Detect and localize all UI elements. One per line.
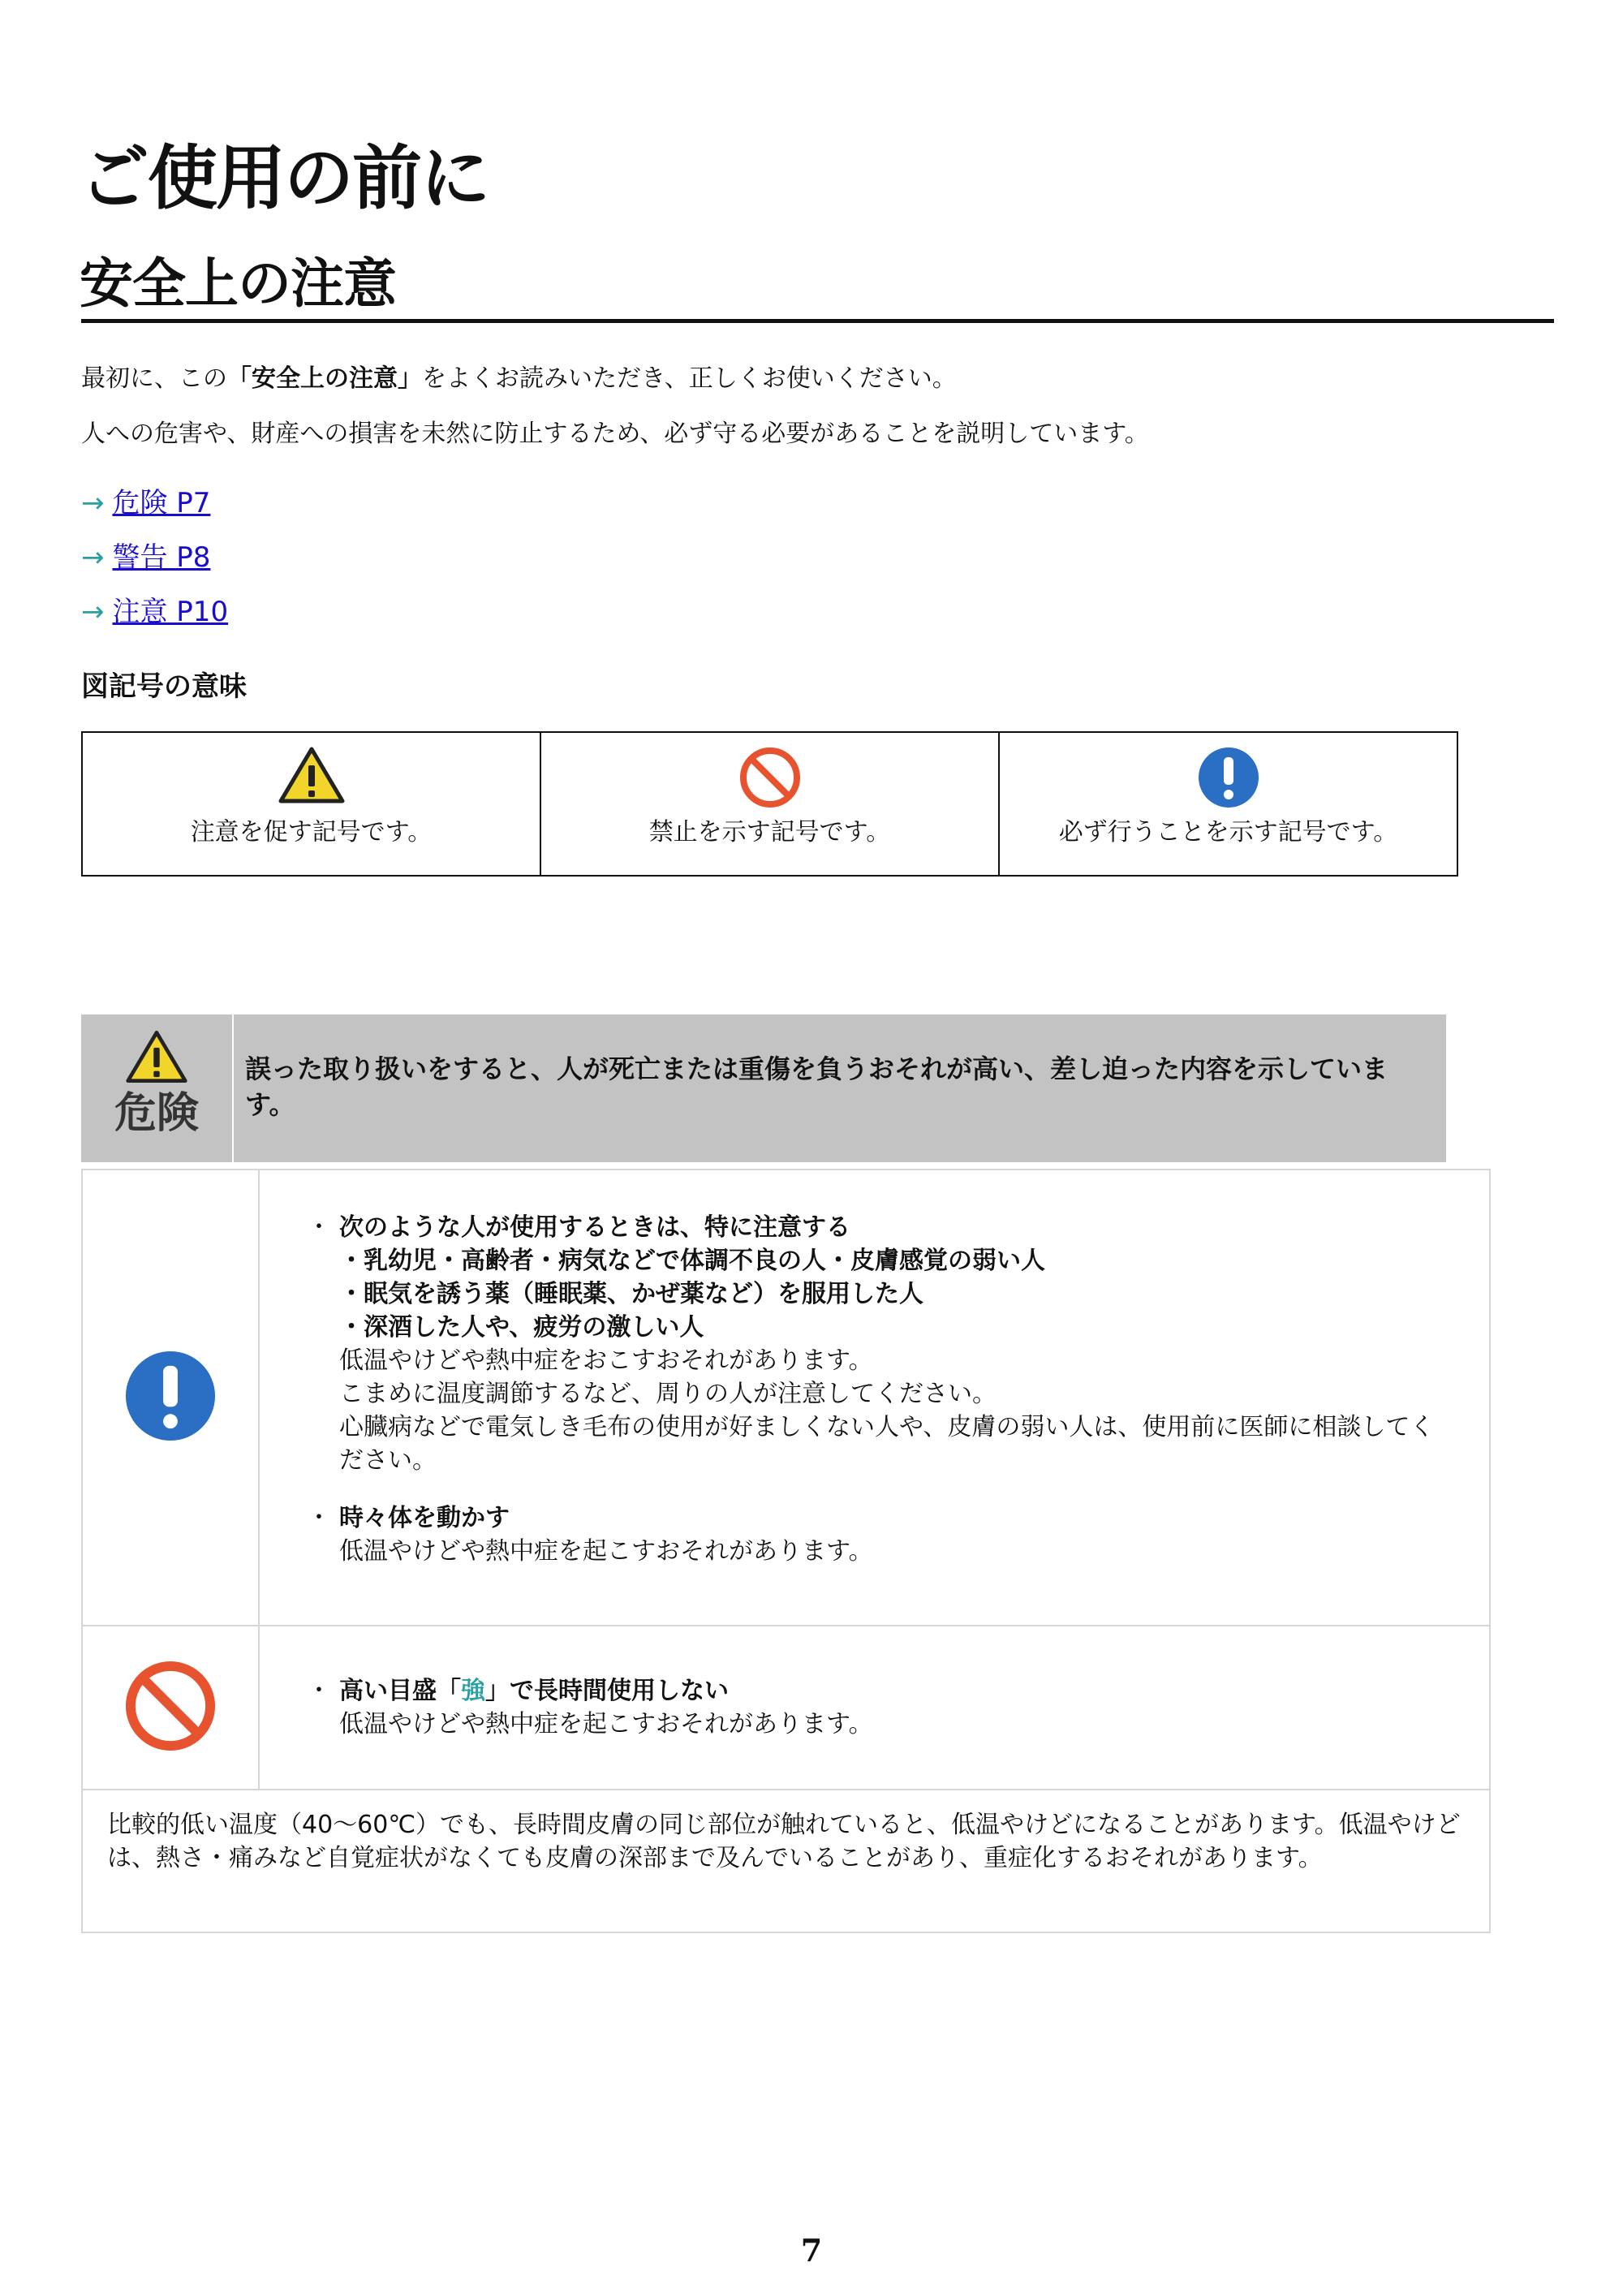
- item-subpoint: ・深酒した人や、疲労の激しい人: [339, 1313, 704, 1342]
- prohibition-icon: [123, 1659, 217, 1753]
- symbols-heading: 図記号の意味: [81, 670, 247, 703]
- danger-description: 誤った取り扱いをすると、人が死亡または重傷を負うおそれが高い、差し迫った内容を示しています。: [245, 1053, 1388, 1120]
- heading-prefix: 高い目盛「: [339, 1677, 461, 1705]
- intro-emphasis: 「安全上の注意」: [227, 364, 422, 393]
- link-caution[interactable]: 注意 P10: [112, 596, 229, 628]
- prohibit-items-cell: [259, 1626, 1490, 1790]
- intro-prefix: 最初に、この: [81, 364, 227, 393]
- danger-header: [81, 1014, 1446, 1162]
- warning-triangle-icon: [278, 746, 346, 804]
- item-body: 低温やけどや熱中症を起こすおそれがあります。: [339, 1710, 873, 1738]
- arrow-right-icon: →: [81, 541, 105, 574]
- link-row-warning: [81, 538, 210, 577]
- link-row-caution: [81, 592, 228, 631]
- prohibition-icon: [738, 746, 802, 809]
- heading-highlight: 強: [461, 1677, 485, 1705]
- arrow-right-icon: →: [81, 487, 105, 519]
- symbol-cell-caution: [82, 732, 540, 876]
- mandatory-action-icon: [123, 1349, 217, 1443]
- symbol-legend-table: [81, 731, 1458, 877]
- symbol-cell-prohibit: [540, 732, 999, 876]
- mandatory-icon-cell: [82, 1170, 259, 1626]
- item-heading: 次のような人が使用するときは、特に注意する: [339, 1213, 850, 1242]
- item-heading: 時々体を動かす: [339, 1504, 510, 1532]
- note-text: 比較的低い温度（40〜60℃）でも、長時間皮膚の同じ部位が触れていると、低温やけどになることがあります。低温やけどは、熱さ・痛みなど自覚症状がなくても皮膚の深部まで及んでいることがあり、重症化するおそれがあります。: [107, 1811, 1461, 1872]
- warning-triangle-icon: [125, 1029, 188, 1084]
- note-cell: [82, 1790, 1490, 1932]
- section-title: 安全上の注意: [80, 252, 396, 315]
- item-body: こまめに温度調節するなど、周りの人が注意してください。: [339, 1380, 997, 1408]
- symbol-label-prohibit: 禁止を示す記号です。: [648, 818, 891, 846]
- arrow-right-icon: →: [81, 596, 105, 628]
- item-subpoint: ・眠気を誘う薬（睡眠薬、かぜ薬など）を服用した人: [339, 1280, 923, 1308]
- mandatory-items-cell: [259, 1170, 1490, 1626]
- link-row-danger: [81, 484, 210, 523]
- heading-suffix: 」で長時間使用しない: [485, 1677, 729, 1705]
- danger-details-table: [81, 1169, 1491, 1933]
- list-item: [307, 1674, 1457, 1741]
- item-heading: [339, 1674, 1457, 1708]
- symbol-cell-mandatory: [999, 732, 1457, 876]
- symbol-label-mandatory: 必ず行うことを示す記号です。: [1058, 818, 1398, 846]
- list-item: [307, 1211, 1457, 1477]
- bullet: ・: [307, 1677, 331, 1705]
- intro-suffix: をよくお読みいただき、正しくお使いください。: [422, 364, 957, 393]
- danger-word: 危険: [114, 1089, 199, 1138]
- intro-line-2: 人への危害や、財産への損害を未然に防止するため、必ず守る必要があることを説明しています。: [81, 420, 1149, 448]
- list-item: [307, 1501, 1457, 1568]
- prohibit-icon-cell: [82, 1626, 259, 1790]
- mandatory-action-icon: [1197, 746, 1260, 809]
- intro-line-1: [81, 361, 957, 397]
- section-divider: [81, 319, 1554, 323]
- link-danger[interactable]: 危険 P7: [112, 487, 211, 519]
- bullet: ・: [307, 1504, 331, 1532]
- item-body: 低温やけどや熱中症をおこすおそれがあります。: [339, 1346, 873, 1375]
- link-warning[interactable]: 警告 P8: [112, 541, 211, 574]
- page-number: 7: [800, 2232, 823, 2268]
- item-subpoint: ・乳幼児・高齢者・病気などで体調不良の人・皮膚感覚の弱い人: [339, 1247, 1045, 1275]
- item-body: 低温やけどや熱中症を起こすおそれがあります。: [339, 1537, 873, 1566]
- page-title: ご使用の前に: [80, 138, 489, 219]
- danger-badge: [81, 1014, 234, 1162]
- symbol-label-caution: 注意を促す記号です。: [190, 818, 433, 846]
- bullet: ・: [307, 1213, 331, 1242]
- item-body: 心臓病などで電気しき毛布の使用が好ましくない人や、皮膚の弱い人は、使用前に医師に相談してください。: [339, 1413, 1435, 1475]
